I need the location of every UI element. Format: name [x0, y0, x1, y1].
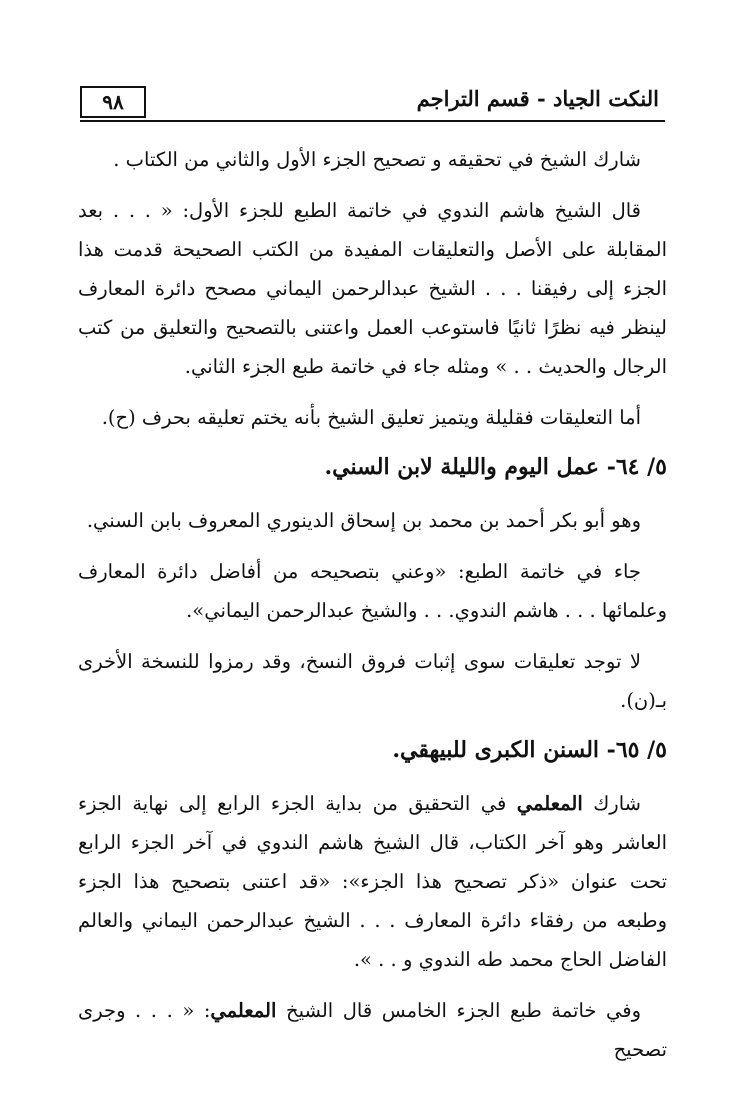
paragraph-8-rest: : « . . . وجرى تصحيح [78, 999, 667, 1061]
paragraph-6: لا توجد تعليقات سوى إثبات فروق النسخ، وقد رمزوا للنسخة الأخرى بـ(ن). [78, 650, 667, 712]
paragraph-3: أما التعليقات فقليلة ويتميز تعليق الشيخ بأنه يختم تعليقه بحرف (ح). [101, 406, 641, 429]
section-heading-64: ٥/ ٦٤- عمل اليوم والليلة لابن السني. [324, 454, 667, 480]
muallimi-name-2: المعلمي [210, 999, 277, 1022]
paragraph-8 [78, 991, 667, 1069]
section-heading-65: ٥/ ٦٥- السنن الكبرى للبيهقي. [392, 737, 667, 763]
paragraph-7 [78, 784, 667, 979]
muallimi-name: المعلمي [516, 792, 583, 815]
header-title: النكت الجياد - قسم التراجم [416, 86, 659, 111]
paragraph-8-start: وفي خاتمة طبع الجزء الخامس قال الشيخ [276, 999, 641, 1022]
paragraph-5: جاء في خاتمة الطبع: «وعني بتصحيحه من أفاضل دائرة المعارف وعلمائها . . . هاشم الندوي. . . والشيخ عبدالرحمن اليماني». [78, 560, 667, 622]
paragraph-1: شارك الشيخ في تحقيقه و تصحيح الجزء الأول والثاني من الكتاب . [113, 148, 641, 171]
paragraph-7-rest: في التحقيق من بداية الجزء الرابع إلى نهاية الجزء العاشر وهو آخر الكتاب، قال الشيخ هاشم الندوي في آخر الجزء الرابع تحت عنوان «ذكر تصحيح هذا الجزء»: «قد اعتنى بتصحيح هذا الجزء وطبعه من رفقاء دائرة المعارف . . . الشيخ عبدالرحمن اليماني والعالم الفاضل الحاج محمد طه الندوي و . . ». [78, 792, 667, 971]
paragraph-7-start: شارك [582, 792, 641, 815]
page-body [78, 140, 667, 1081]
paragraph-2: قال الشيخ هاشم الندوي في خاتمة الطبع للجزء الأول: « . . . بعد المقابلة على الأصل والتعليقات المفيدة من الكتب الصحيحة قدمت هذا الجزء إلى رفيقنا . . . الشيخ عبدالرحمن اليماني مصحح دائرة المعارف لينظر فيه نظرًا ثانيًا فاستوعب العمل واعتنى بالتصحيح والتعليق من كتب الرجال والحديث . . » ومثله جاء في خاتمة طبع الجزء الثاني. [78, 199, 667, 378]
running-header [80, 84, 665, 122]
paragraph-4: وهو أبو بكر أحمد بن محمد بن إسحاق الدينوري المعروف بابن السني. [86, 509, 641, 532]
page-number: ٩٨ [80, 86, 146, 118]
